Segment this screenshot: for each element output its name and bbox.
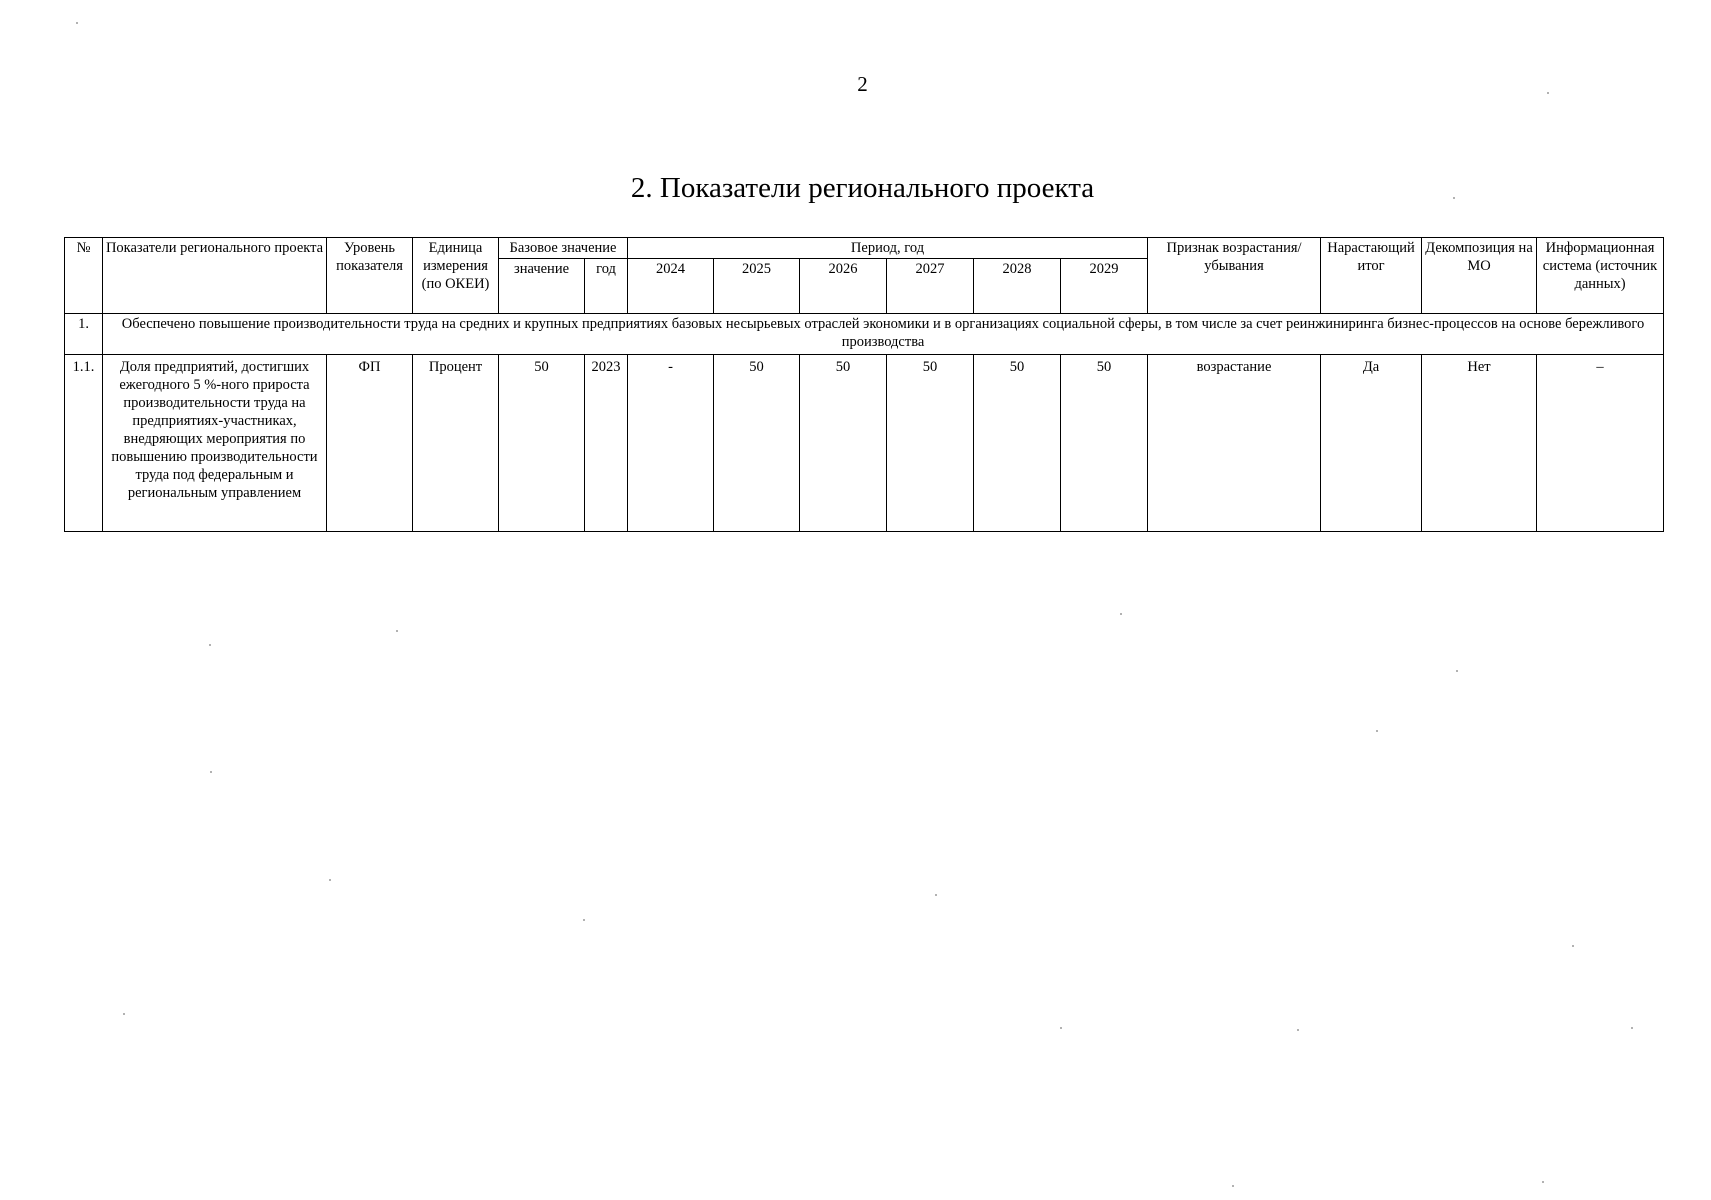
indicators-table: [64, 237, 1664, 532]
row-level: ФП: [327, 355, 413, 532]
section-row: [65, 314, 1664, 355]
scan-speck: [1547, 92, 1549, 94]
scan-speck: [935, 894, 937, 896]
table-row: [65, 355, 1664, 532]
scan-speck: [1232, 1185, 1234, 1187]
scan-speck: [1456, 670, 1458, 672]
page-title: 2. Показатели регионального проекта: [630, 172, 1095, 204]
row-decomposition: Нет: [1422, 355, 1537, 532]
section-text: Обеспечено повышение производительности труда на средних и крупных предприятиях базовых несырьевых отраслей экономики и в организациях социальной сферы, в том числе за счет реинжиниринга бизнес-процессов на основе бережливого производства: [103, 314, 1664, 355]
header-trend: Признак возрастания/убывания: [1148, 238, 1321, 314]
header-num: №: [65, 238, 103, 314]
row-value-2028: 50: [974, 355, 1061, 532]
row-cumulative: Да: [1321, 355, 1422, 532]
header-year-2028: 2028: [974, 259, 1061, 314]
header-year-2029: 2029: [1061, 259, 1148, 314]
scan-speck: [123, 1013, 125, 1015]
row-base-year: 2023: [585, 355, 628, 532]
row-value-2027: 50: [887, 355, 974, 532]
row-value-2024: -: [628, 355, 714, 532]
scan-speck: [76, 22, 78, 24]
scan-speck: [1060, 1027, 1062, 1029]
row-value-2025: 50: [714, 355, 800, 532]
scan-speck: [209, 644, 211, 646]
header-decomposition: Декомпозиция на МО: [1422, 238, 1537, 314]
scan-speck: [1453, 197, 1455, 199]
row-info-system: –: [1537, 355, 1664, 532]
row-base-value: 50: [499, 355, 585, 532]
header-base-year: год: [585, 259, 628, 314]
row-num: 1.1.: [65, 355, 103, 532]
header-year-2025: 2025: [714, 259, 800, 314]
header-unit: Единица измерения (по ОКЕИ): [413, 238, 499, 314]
page-number: 2: [857, 72, 868, 96]
header-indicator: Показатели регионального проекта: [103, 238, 327, 314]
row-indicator: Доля предприятий, достигших ежегодного 5 %-ного прироста производительности труда на предприятиях-участниках, внедряющих мероприятия по повышению производительности труда под федеральным и региональным управлением: [103, 355, 327, 532]
scan-speck: [1631, 1027, 1633, 1029]
scan-speck: [1376, 730, 1378, 732]
scan-speck: [329, 879, 331, 881]
scan-speck: [1120, 613, 1122, 615]
header-info-system: Информационная система (источник данных): [1537, 238, 1664, 314]
header-year-2024: 2024: [628, 259, 714, 314]
scan-speck: [396, 630, 398, 632]
header-year-2027: 2027: [887, 259, 974, 314]
section-num: 1.: [65, 314, 103, 355]
header-base-value: значение: [499, 259, 585, 314]
scan-speck: [1297, 1029, 1299, 1031]
scan-speck: [1542, 1181, 1544, 1183]
scan-speck: [1572, 945, 1574, 947]
row-value-2029: 50: [1061, 355, 1148, 532]
row-trend: возрастание: [1148, 355, 1321, 532]
scan-speck: [583, 919, 585, 921]
row-value-2026: 50: [800, 355, 887, 532]
header-period-group: Период, год: [628, 238, 1148, 259]
row-unit: Процент: [413, 355, 499, 532]
header-year-2026: 2026: [800, 259, 887, 314]
header-cumulative: Нарастающий итог: [1321, 238, 1422, 314]
header-base-group: Базовое значение: [499, 238, 628, 259]
header-level: Уровень показателя: [327, 238, 413, 314]
scan-speck: [210, 771, 212, 773]
